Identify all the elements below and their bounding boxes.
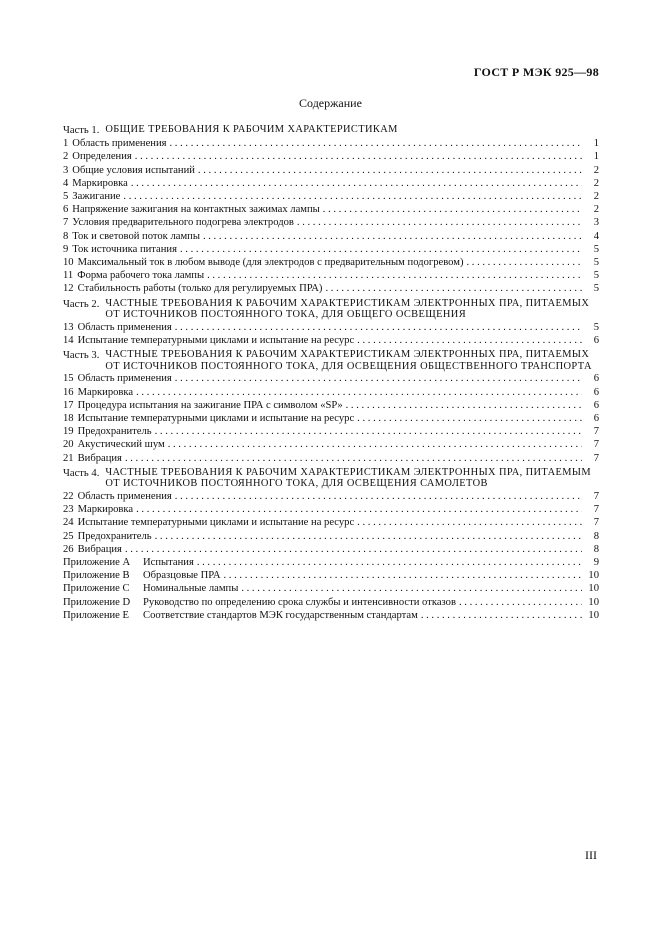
- entry-page: 6: [593, 413, 599, 425]
- dot-leader: [123, 190, 582, 203]
- dot-leader: [125, 452, 582, 465]
- dot-leader: [297, 216, 582, 229]
- appendix-title: Соответствие стандартов МЭК государственным стандартам: [143, 609, 418, 621]
- dot-leader: [421, 609, 582, 622]
- part-label: Часть 4.: [63, 467, 100, 479]
- toc-entry[interactable]: [63, 399, 599, 412]
- part-label: Часть 2.: [63, 298, 100, 310]
- appendix-title: Испытания: [143, 557, 194, 569]
- page-number: III: [585, 848, 597, 862]
- entry-title: Напряжение зажигания на контактных зажимах лампы: [72, 204, 320, 216]
- entry-page: 7: [593, 426, 599, 438]
- toc-entry[interactable]: [63, 190, 599, 203]
- appendix-title: Руководство по определению срока службы и интенсивности отказов: [143, 596, 456, 608]
- toc-entry[interactable]: [63, 177, 599, 190]
- appendix-label: Приложение В: [63, 570, 130, 582]
- entry-page: 6: [593, 373, 599, 385]
- entry-number: 4: [63, 177, 69, 189]
- appendix-label: Приложение Е: [63, 609, 129, 621]
- toc-entry[interactable]: [63, 164, 599, 177]
- entry-title: Определения: [72, 151, 132, 163]
- entry-page: 7: [593, 504, 599, 516]
- appendix-page: 9: [593, 557, 599, 569]
- dot-leader: [135, 150, 582, 163]
- entry-number: 23: [63, 504, 74, 516]
- dot-leader: [207, 269, 582, 282]
- toc-title: Содержание: [299, 96, 362, 110]
- dot-leader: [175, 321, 582, 334]
- part-title: ЧАСТНЫЕ ТРЕБОВАНИЯ К РАБОЧИМ ХАРАКТЕРИСТИКАМ ЭЛЕКТРОННЫХ ПРА, ПИТАЕМЫХ ОТ ИСТОЧНИКОВ ПОСТОЯННОГО ТОКА, ДЛЯ ОСВЕЩЕНИЯ ОБЩЕСТВЕННОГО ТРАНСПОРТА: [105, 349, 592, 372]
- dot-leader: [131, 177, 582, 190]
- entry-page: 7: [593, 491, 599, 503]
- entry-page: 1: [593, 138, 599, 150]
- dot-leader: [175, 372, 582, 385]
- entry-page: 7: [593, 452, 599, 464]
- entry-number: 16: [63, 386, 74, 398]
- appendix-label: Приложение С: [63, 583, 130, 595]
- dot-leader: [466, 256, 582, 269]
- appendix-page: 10: [588, 596, 599, 608]
- entry-title: Область применения: [77, 491, 172, 503]
- entry-title: Область применения: [72, 138, 167, 150]
- entry-title: Форма рабочего тока лампы: [77, 270, 205, 282]
- entry-title: Маркировка: [72, 177, 128, 189]
- entry-number: 17: [63, 399, 74, 411]
- toc-part-heading: [63, 124, 599, 137]
- entry-title: Стабильность работы (только для регулируемых ПРА): [77, 283, 323, 295]
- toc-appendix-entry[interactable]: [63, 569, 599, 582]
- toc-entry[interactable]: [63, 150, 599, 163]
- toc-entry[interactable]: [63, 386, 599, 399]
- entry-number: 24: [63, 517, 74, 529]
- entry-number: 6: [63, 204, 69, 216]
- entry-number: 19: [63, 426, 74, 438]
- entry-title: Область применения: [77, 321, 172, 333]
- entry-number: 26: [63, 543, 74, 555]
- document-id: ГОСТ Р МЭК 925—98: [473, 65, 599, 79]
- toc-entry[interactable]: [63, 334, 599, 347]
- entry-number: 25: [63, 530, 74, 542]
- entry-title: Испытание температурными циклами и испытание на ресурс: [77, 335, 355, 347]
- entry-title: Зажигание: [72, 191, 121, 203]
- toc-entry[interactable]: [63, 425, 599, 438]
- toc-part-heading: [63, 298, 599, 321]
- toc-entry[interactable]: [63, 490, 599, 503]
- entry-number: 12: [63, 283, 74, 295]
- entry-number: 7: [63, 217, 69, 229]
- table-of-contents: [63, 122, 599, 622]
- part-title: ЧАСТНЫЕ ТРЕБОВАНИЯ К РАБОЧИМ ХАРАКТЕРИСТИКАМ ЭЛЕКТРОННЫХ ПРА, ПИТАЕМЫХ ОТ ИСТОЧНИКОВ ПОСТОЯННОГО ТОКА, ДЛЯ ОБЩЕГО ОСВЕЩЕНИЯ: [105, 297, 590, 321]
- appendix-title: Образцовые ПРА: [143, 570, 221, 582]
- entry-page: 5: [593, 257, 599, 269]
- entry-page: 4: [593, 230, 599, 242]
- dot-leader: [357, 412, 582, 425]
- part-title: ЧАСТНЫЕ ТРЕБОВАНИЯ К РАБОЧИМ ХАРАКТЕРИСТИКАМ ЭЛЕКТРОННЫХ ПРА, ПИТАЕМЫМ ОТ ИСТОЧНИКОВ ПОСТОЯННОГО ТОКА, ДЛЯ ОСВЕЩЕНИЯ САМОЛЕТОВ: [105, 466, 592, 490]
- dot-leader: [136, 386, 582, 399]
- dot-leader: [175, 490, 582, 503]
- toc-part-heading: [63, 349, 599, 372]
- dot-leader: [241, 582, 582, 595]
- entry-title: Предохранитель: [77, 426, 152, 438]
- dot-leader: [180, 243, 582, 256]
- toc-entry[interactable]: [63, 256, 599, 269]
- dot-leader: [168, 438, 582, 451]
- entry-title: Испытание температурными циклами и испытание на ресурс: [77, 517, 355, 529]
- dot-leader: [357, 334, 582, 347]
- entry-page: 8: [593, 543, 599, 555]
- toc-entry[interactable]: [63, 530, 599, 543]
- entry-page: 7: [593, 439, 599, 451]
- dot-leader: [170, 137, 583, 150]
- dot-leader: [198, 164, 582, 177]
- entry-number: 10: [63, 257, 74, 269]
- toc-entry[interactable]: [63, 503, 599, 516]
- entry-title: Условия предварительного подогрева электродов: [72, 217, 294, 229]
- entry-number: 18: [63, 413, 74, 425]
- appendix-label: Приложение А: [63, 557, 131, 569]
- dot-leader: [203, 230, 582, 243]
- entry-page: 2: [593, 177, 599, 189]
- dot-leader: [357, 516, 582, 529]
- entry-number: 21: [63, 452, 74, 464]
- entry-number: 20: [63, 439, 74, 451]
- entry-title: Процедура испытания на зажигание ПРА с символом «SP»: [77, 399, 343, 411]
- entry-number: 2: [63, 151, 69, 163]
- toc-appendix-entry[interactable]: [63, 556, 599, 569]
- entry-title: Акустический шум: [77, 439, 165, 451]
- entry-number: 22: [63, 491, 74, 503]
- entry-title: Общие условия испытаний: [72, 164, 195, 176]
- entry-title: Маркировка: [77, 504, 134, 516]
- entry-page: 5: [593, 243, 599, 255]
- toc-entry[interactable]: [63, 282, 599, 295]
- entry-number: 11: [63, 270, 74, 282]
- toc-entry[interactable]: [63, 269, 599, 282]
- entry-number: 1: [63, 138, 69, 150]
- dot-leader: [325, 282, 582, 295]
- entry-number: 15: [63, 373, 74, 385]
- entry-title: Максимальный ток в любом выводе (для электродов с предварительным подогревом): [77, 257, 464, 269]
- toc-entry[interactable]: [63, 321, 599, 334]
- entry-page: 5: [593, 283, 599, 295]
- entry-title: Вибрация: [77, 452, 122, 464]
- entry-page: 6: [593, 386, 599, 398]
- entry-page: 3: [593, 217, 599, 229]
- dot-leader: [459, 596, 582, 609]
- entry-page: 6: [593, 335, 599, 347]
- dot-leader: [155, 530, 582, 543]
- dot-leader: [346, 399, 582, 412]
- entry-number: 5: [63, 191, 69, 203]
- toc-entry[interactable]: [63, 412, 599, 425]
- entry-title: Вибрация: [77, 543, 122, 555]
- entry-title: Ток и световой поток лампы: [72, 230, 200, 242]
- entry-page: 5: [593, 270, 599, 282]
- dot-leader: [125, 543, 582, 556]
- entry-title: Маркировка: [77, 386, 134, 398]
- toc-entry[interactable]: [63, 452, 599, 465]
- entry-number: 13: [63, 321, 74, 333]
- entry-title: Испытание температурными циклами и испытание на ресурс: [77, 413, 355, 425]
- part-label: Часть 3.: [63, 350, 100, 362]
- dot-leader: [323, 203, 582, 216]
- entry-page: 6: [593, 399, 599, 411]
- toc-entry[interactable]: [63, 230, 599, 243]
- entry-page: 5: [593, 321, 599, 333]
- entry-number: 8: [63, 230, 69, 242]
- appendix-page: 10: [588, 609, 599, 621]
- entry-number: 9: [63, 243, 69, 255]
- part-label: Часть 1.: [63, 125, 100, 136]
- toc-appendix-entry[interactable]: [63, 582, 599, 595]
- toc-entry[interactable]: [63, 203, 599, 216]
- toc-entry[interactable]: [63, 543, 599, 556]
- toc-part-heading: [63, 467, 599, 490]
- toc-entry[interactable]: [63, 372, 599, 385]
- toc-entry[interactable]: [63, 243, 599, 256]
- toc-entry[interactable]: [63, 137, 599, 150]
- toc-appendix-entry[interactable]: [63, 596, 599, 609]
- dot-leader: [155, 425, 582, 438]
- toc-entry[interactable]: [63, 516, 599, 529]
- entry-page: 2: [593, 164, 599, 176]
- toc-entry[interactable]: [63, 216, 599, 229]
- dot-leader: [224, 569, 583, 582]
- appendix-page: 10: [588, 570, 599, 582]
- entry-page: 2: [593, 204, 599, 216]
- entry-page: 1: [593, 151, 599, 163]
- appendix-label: Приложение D: [63, 596, 131, 608]
- dot-leader: [136, 503, 582, 516]
- toc-entry[interactable]: [63, 438, 599, 451]
- dot-leader: [197, 556, 582, 569]
- entry-number: 3: [63, 164, 69, 176]
- entry-title: Область применения: [77, 373, 172, 385]
- entry-number: 14: [63, 335, 74, 347]
- appendix-page: 10: [588, 583, 599, 595]
- entry-title: Ток источника питания: [72, 243, 177, 255]
- entry-page: 8: [593, 530, 599, 542]
- part-title: ОБЩИЕ ТРЕБОВАНИЯ К РАБОЧИМ ХАРАКТЕРИСТИКАМ: [105, 124, 398, 135]
- appendix-title: Номинальные лампы: [143, 583, 239, 595]
- entry-title: Предохранитель: [77, 530, 152, 542]
- toc-appendix-entry[interactable]: [63, 609, 599, 622]
- entry-page: 7: [593, 517, 599, 529]
- entry-page: 2: [593, 191, 599, 203]
